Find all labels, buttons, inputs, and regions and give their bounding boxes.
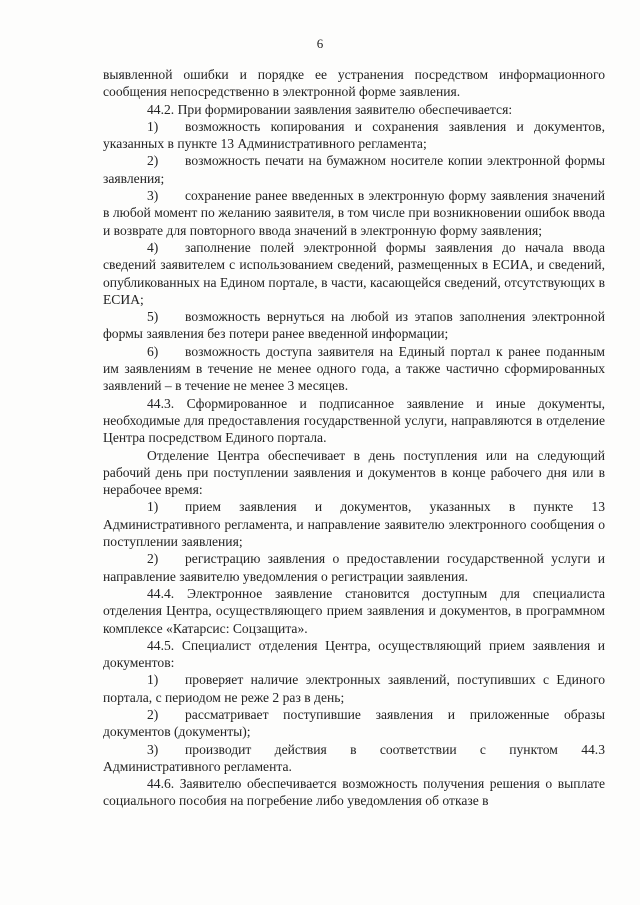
list-item-text: возможность печати на бумажном носителе копии электронной формы заявления;: [103, 153, 605, 186]
page-number: 6: [316, 36, 324, 51]
paragraph: 44.4. Электронное заявление становится доступным для специалиста отделения Центра, осуществляющего прием заявления и документов, в программном комплексе «Катарсис: Соцзащита».: [103, 585, 605, 636]
list-item-text: регистрацию заявления о предоставлении государственной услуги и направление заявителю уведомления о регистрации заявления.: [103, 551, 605, 584]
list-item-number: 3): [147, 741, 159, 757]
list-item-number: 2): [147, 706, 159, 722]
paragraph: 44.6. Заявителю обеспечивается возможность получения решения о выплате социального пособия на погребение либо уведомления об отказе в: [103, 776, 605, 809]
list-item-number: 2): [147, 153, 159, 169]
paragraph: 44.5. Специалист отделения Центра, осуществляющий прием заявления и документов:: [103, 637, 605, 671]
list-item: [103, 152, 605, 187]
list-item: [103, 741, 605, 776]
paragraph: Отделение Центра обеспечивает в день поступления или на следующий рабочий день при поступлении заявления и документов в конце рабочего дня или в нерабочее время:: [103, 447, 605, 498]
list-item: [103, 187, 605, 239]
paragraph: выявленной ошибки и порядке ее устранения посредством информационного сообщения непосредственно в электронной форме заявления.: [103, 67, 605, 100]
list-item: [103, 308, 605, 343]
list-item-text: прием заявления и документов, указанных в пункте 13 Административного регламента, и направление заявителю электронного сообщения о поступлении заявления;: [103, 499, 605, 550]
document-body: [103, 66, 605, 810]
list-item: [103, 671, 605, 706]
list-item: [103, 118, 605, 153]
list-item: [103, 343, 605, 395]
list-item-text: проверяет наличие электронных заявлений, поступивших с Единого портала, с периодом не реже 2 раз в день;: [103, 672, 605, 705]
paragraph: 44.3. Сформированное и подписанное заявление и иные документы, необходимые для предоставления государственной услуги, направляются в отделение Центра посредством Единого портала.: [103, 395, 605, 446]
list-item-text: заполнение полей электронной формы заявления до начала ввода сведений заявителем с использованием сведений, размещенных в ЕСИА, и сведений, опубликованных на Едином портале, в части, касающейся сведений, отсутствующих в ЕСИА;: [103, 239, 605, 307]
list-item: [103, 706, 605, 741]
list-item-number: 1): [147, 672, 159, 688]
list-item-text: возможность вернуться на любой из этапов заполнения электронной формы заявления без потери ранее введенной информации;: [103, 309, 605, 342]
list-item-text: сохранение ранее введенных в электронную форму заявления значений в любой момент по желанию заявителя, в том числе при возникновении ошибок ввода и возврате для повторного ввода значений в электронную форму заявления;: [103, 188, 605, 238]
list-item-text: производит действия в соответствии с пунктом 44.3 Административного регламента.: [103, 741, 605, 774]
list-item-number: 1): [147, 118, 159, 134]
list-item-number: 2): [147, 551, 159, 567]
list-item-text: возможность копирования и сохранения заявления и документов, указанных в пункте 13 Административного регламента;: [103, 118, 605, 152]
list-item-number: 3): [147, 188, 159, 204]
list-item: [103, 498, 605, 550]
list-item-number: 4): [147, 239, 159, 255]
list-item-number: 5): [147, 309, 159, 325]
list-item: [103, 239, 605, 308]
list-item: [103, 550, 605, 585]
list-item-text: возможность доступа заявителя на Единый портал к ранее поданным им заявлениям в течение не менее одного года, а также частично сформированных заявлений – в течение не менее 3 месяцев.: [103, 343, 605, 394]
list-item-number: 6): [147, 343, 159, 359]
list-item-text: рассматривает поступившие заявления и приложенные образы документов (документы);: [103, 706, 605, 740]
paragraph: 44.2. При формировании заявления заявителю обеспечивается:: [147, 101, 513, 117]
list-item-number: 1): [147, 499, 159, 515]
